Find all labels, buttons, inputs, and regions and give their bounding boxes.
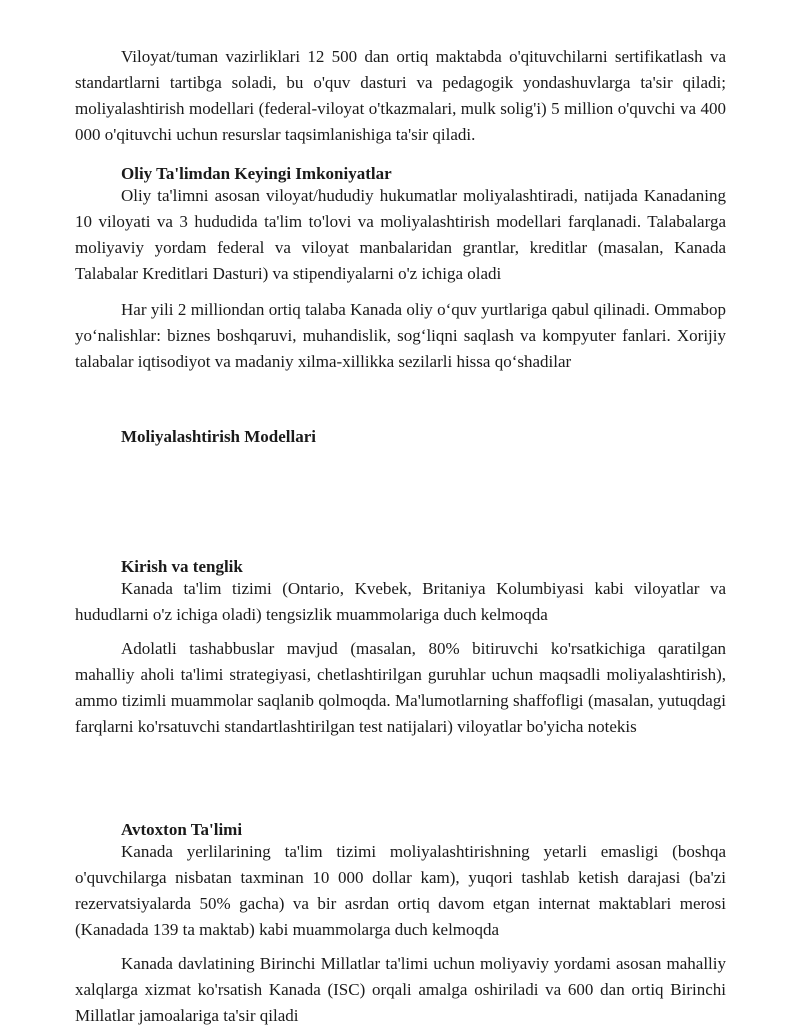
intro-paragraph: Viloyat/tuman vazirliklari 12 500 dan ortiq maktabda o'qituvchilarni sertifikatlash va standartlarni tartibga soladi, bu o'quv dasturi va pedagogik yondashuvlarga ta'sir qiladi; moliyalashtirish modellari (federal-viloyat o'tkazmalari, mulk solig'i) 5 million o'quvchi va 400 000 o'qituvchi uchun resurslar taqsimlanishiga ta'sir qiladi. [75, 47, 726, 144]
higher-education-paragraph-2: Har yili 2 milliondan ortiq talaba Kanada oliy o‘quv yurtlariga qabul qilinadi. Ommabop yo‘nalishlar: biznes boshqaruvi, muhandislik, sog‘liqni saqlash va kompyuter fanlari. Xorijiy talabalar iqtisodiyot va madaniy xilma-xillikka sezilarli hissa qo‘shadilar [75, 300, 726, 371]
funding-models-heading: Moliyalashtirish Modellari [121, 427, 317, 446]
indigenous-education-heading: Avtoxton Ta'limi [121, 820, 243, 839]
equity-heading: Kirish va tenglik [121, 557, 243, 576]
indigenous-paragraph-1: Kanada yerlilarining ta'lim tizimi moliyalashtirishning yetarli emasligi (boshqa o'quvchilarga nisbatan taxminan 10 000 dollar kam), yuqori tashlab ketish darajasi (ba'zi rezervatsiyalarda 50% gacha) va bir asrdan ortiq davom etgan internat maktablari merosi (Kanadada 139 ta maktab) kabi muammolarga duch kelmoqda [75, 842, 726, 939]
higher-education-paragraph-1: Oliy ta'limni asosan viloyat/hududiy hukumatlar moliyalashtiradi, natijada Kanadaning 10 viloyati va 3 hududida ta'lim to'lovi va moliyalashtirish modellari farqlanadi. Talabalarga moliyaviy yordam federal va viloyat manbalaridan grantlar, kreditlar (masalan, Kanada Talabalar Kreditlari Dasturi) va stipendiyalarni o'z ichiga oladi [75, 186, 726, 283]
equity-paragraph-1: Kanada ta'lim tizimi (Ontario, Kvebek, Britaniya Kolumbiyasi kabi viloyatlar va hududlarni o'z ichiga oladi) tengsizlik muammolariga duch kelmoqda [75, 579, 726, 624]
equity-paragraph-2: Adolatli tashabbuslar mavjud (masalan, 80% bitiruvchi ko'rsatkichiga qaratilgan mahalliy aholi ta'limi strategiyasi, chetlashtirilgan guruhlar uchun maqsadli moliyalashtirish), ammo tizimli muammolar saqlanib qolmoqda. Ma'lumotlarning shaffofligi (masalan, yutuqdagi farqlarni ko'rsatuvchi standartlashtirilgan test natijalari) viloyatlar bo'yicha notekis [75, 639, 726, 736]
indigenous-paragraph-2: Kanada davlatining Birinchi Millatlar ta'limi uchun moliyaviy yordami asosan mahalliy xalqlarga xizmat ko'rsatish Kanada (ISC) orqali amalga oshiriladi va 600 dan ortiq Birinchi Millatlar jamoalariga ta'sir qiladi [75, 954, 726, 1025]
higher-education-heading: Oliy Ta'limdan Keyingi Imkoniyatlar [121, 164, 392, 183]
